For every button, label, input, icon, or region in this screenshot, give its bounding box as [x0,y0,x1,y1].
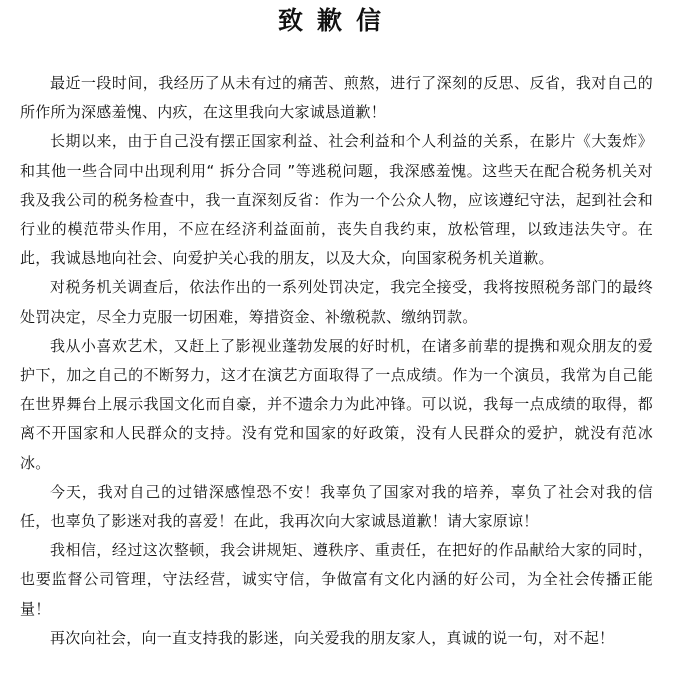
paragraph-4: 我从小喜欢艺术，又赶上了影视业蓬勃发展的好时机，在诸多前辈的提携和观众朋友的爱护下，加之自己的不断努力，这才在演艺方面取得了一点成绩。作为一个演员，我常为自己能在世界舞台上展示我国文化而自豪，并不遗余力为此冲锋。可以说，我每一点成绩的取得，都离不开国家和人民群众的支持。没有党和国家的好政策，没有人民群众的爱护，就没有范冰冰。 [20,336,653,472]
paragraph-5: 今天，我对自己的过错深感惶恐不安！我辜负了国家对我的培养，辜负了社会对我的信任，也辜负了影迷对我的喜爱！在此，我再次向大家诚恳道歉！请大家原谅！ [20,482,653,531]
paragraph-3: 对税务机关调查后，依法作出的一系列处罚决定，我完全接受，我将按照税务部门的最终处罚决定，尽全力克服一切困难，筹措资金、补缴税款、缴纳罚款。 [20,278,653,326]
letter-body [20,69,653,653]
paragraph-1: 最近一段时间，我经历了从未有过的痛苦、煎熬，进行了深刻的反思、反省，我对自己的所作所为深感羞愧、内疚，在这里我向大家诚恳道歉！ [20,74,653,122]
paragraph-6: 我相信，经过这次整顿，我会讲规矩、遵秩序、重责任，在把好的作品献给大家的同时，也要监督公司管理，守法经营，诚实守信，争做富有文化内涵的好公司，为全社会传播正能量！ [20,541,653,618]
paragraph-2: 长期以来，由于自己没有摆正国家利益、社会利益和个人利益的关系，在影片《大轰炸》和其他一些合同中出现利用“ 拆分合同 ”等逃税问题，我深感羞愧。这些天在配合税务机关对我及我公司的税务检查中，我一直深刻反省：作为一个公众人物，应该遵纪守法，起到社会和行业的模范带头作用，不应在经济利益面前，丧失自我约束，放松管理，以致违法失守。在此，我诚恳地向社会、向爱护关心我的朋友，以及大众，向国家税务机关道歉。 [20,132,653,268]
letter-title: 致歉信 [277,6,395,35]
paragraph-7: 再次向社会，向一直支持我的影迷，向关爱我的朋友家人，真诚的说一句，对不起！ [50,628,615,647]
